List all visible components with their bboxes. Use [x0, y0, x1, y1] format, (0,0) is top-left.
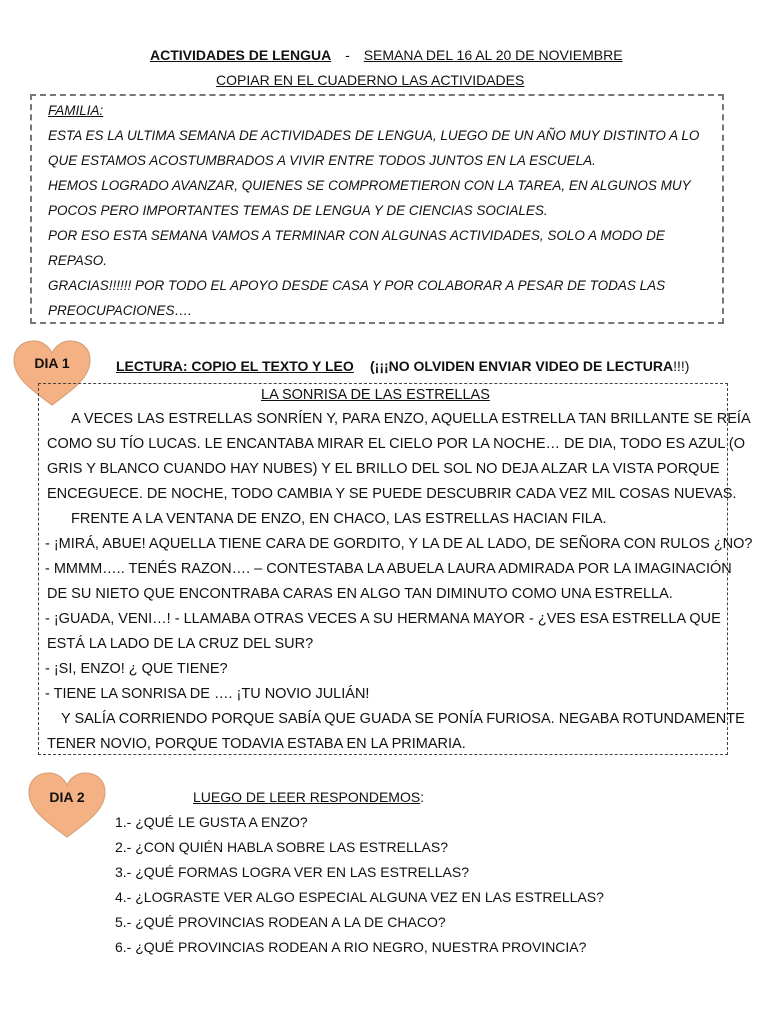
question-item: 5.- ¿QUÉ PROVINCIAS RODEAN A LA DE CHACO?	[115, 914, 446, 930]
story-line: A VECES LAS ESTRELLAS SONRÍEN Y, PARA ENZO, AQUELLA ESTRELLA TAN BRILLANTE SE REÍA	[71, 411, 751, 427]
family-note-line: PREOCUPACIONES….	[48, 303, 192, 318]
story-line: FRENTE A LA VENTANA DE ENZO, EN CHACO, LAS ESTRELLAS HACIAN FILA.	[71, 511, 607, 527]
week-range: SEMANA DEL 16 AL 20 DE NOVIEMBRE	[363, 47, 623, 63]
question-item: 1.- ¿QUÉ LE GUSTA A ENZO?	[115, 814, 308, 830]
family-note-line: GRACIAS!!!!!! POR TODO EL APOYO DESDE CASA Y POR COLABORAR A PESAR DE TODAS LAS	[48, 278, 666, 293]
day1-reminder	[370, 357, 689, 375]
question-item: 6.- ¿QUÉ PROVINCIAS RODEAN A RIO NEGRO, NUESTRA PROVINCIA?	[115, 939, 587, 955]
story-line: ESTÁ LA LADO DE LA CRUZ DEL SUR?	[47, 636, 314, 652]
family-note-line: QUE ESTAMOS ACOSTUMBRADOS A VIVIR ENTRE TODOS JUNTOS EN LA ESCUELA.	[48, 153, 596, 168]
family-note-line: POR ESO ESTA SEMANA VAMOS A TERMINAR CON ALGUNAS ACTIVIDADES, SOLO A MODO DE	[48, 228, 665, 243]
story-line: COMO SU TÍO LUCAS. LE ENCANTABA MIRAR EL CIELO POR LA NOCHE… DE DIA, TODO ES AZUL (O	[47, 436, 746, 452]
header-dash: -	[345, 47, 350, 63]
heart-icon	[25, 770, 109, 840]
family-note-box	[30, 94, 724, 324]
family-note-line: POCOS PERO IMPORTANTES TEMAS DE LENGUA Y DE CIENCIAS SOCIALES.	[48, 203, 548, 218]
story-line: GRIS Y BLANCO CUANDO HAY NUBES) Y EL BRILLO DEL SOL NO DEJA ALZAR LA VISTA PORQUE	[47, 461, 720, 477]
copy-instruction: COPIAR EN EL CUADERNO LAS ACTIVIDADES	[216, 72, 525, 88]
question-item: 4.- ¿LOGRASTE VER ALGO ESPECIAL ALGUNA VEZ EN LAS ESTRELLAS?	[115, 889, 604, 905]
family-note-line: ESTA ES LA ULTIMA SEMANA DE ACTIVIDADES DE LENGUA, LUEGO DE UN AÑO MUY DISTINTO A LO	[48, 128, 700, 143]
story-line: - TIENE LA SONRISA DE …. ¡TU NOVIO JULIÁN!	[45, 686, 370, 702]
question-item: 2.- ¿CON QUIÉN HABLA SOBRE LAS ESTRELLAS?	[115, 839, 448, 855]
story-line: ENCEGUECE. DE NOCHE, TODO CAMBIA Y SE PUEDE DESCUBRIR CADA VEZ MIL COSAS NUEVAS.	[47, 486, 737, 502]
day2-colon: :	[420, 789, 425, 805]
day1-label: DIA 1	[34, 355, 70, 371]
reminder-text: (¡¡¡NO OLVIDEN ENVIAR VIDEO DE LECTURA	[370, 358, 674, 374]
day2-label: DIA 2	[49, 789, 85, 805]
story-line: - ¡SI, ENZO! ¿ QUE TIENE?	[45, 661, 228, 677]
reminder-suffix: !!!)	[673, 358, 690, 374]
day2-title: LUEGO DE LEER RESPONDEMOS	[193, 789, 421, 805]
story-line: Y SALÍA CORRIENDO PORQUE SABÍA QUE GUADA SE PONÍA FURIOSA. NEGABA ROTUNDAMENTE	[61, 711, 745, 727]
family-note-line: REPASO.	[48, 253, 108, 268]
activity-title: ACTIVIDADES DE LENGUA	[150, 47, 332, 63]
question-item: 3.- ¿QUÉ FORMAS LOGRA VER EN LAS ESTRELLAS?	[115, 864, 469, 880]
family-note-line: HEMOS LOGRADO AVANZAR, QUIENES SE COMPROMETIERON CON LA TAREA, EN ALGUNOS MUY	[48, 178, 691, 193]
story-line: - ¡MIRÁ, ABUE! AQUELLA TIENE CARA DE GORDITO, Y LA DE AL LADO, DE SEÑORA CON RULOS ¿NO?	[45, 536, 753, 552]
story-line: - ¡GUADA, VENI…! - LLAMABA OTRAS VECES A SU HERMANA MAYOR - ¿VES ESA ESTRELLA QUE	[45, 611, 721, 627]
day2-heart-badge	[25, 770, 109, 840]
story-line: TENER NOVIO, PORQUE TODAVIA ESTABA EN LA PRIMARIA.	[47, 736, 466, 752]
story-title: LA SONRISA DE LAS ESTRELLAS	[261, 387, 490, 403]
day2-title-line	[193, 788, 424, 806]
story-box	[38, 383, 753, 755]
header-line-1	[150, 46, 623, 64]
day1-title: LECTURA: COPIO EL TEXTO Y LEO	[116, 358, 354, 374]
family-salutation: FAMILIA:	[48, 103, 104, 118]
story-line: - MMMM….. TENÉS RAZON…. – CONTESTABA LA ABUELA LAURA ADMIRADA POR LA IMAGINACIÓN	[45, 561, 732, 577]
story-line: DE SU NIETO QUE ENCONTRABA CARAS EN ALGO TAN DIMINUTO COMO UNA ESTRELLA.	[47, 586, 673, 602]
